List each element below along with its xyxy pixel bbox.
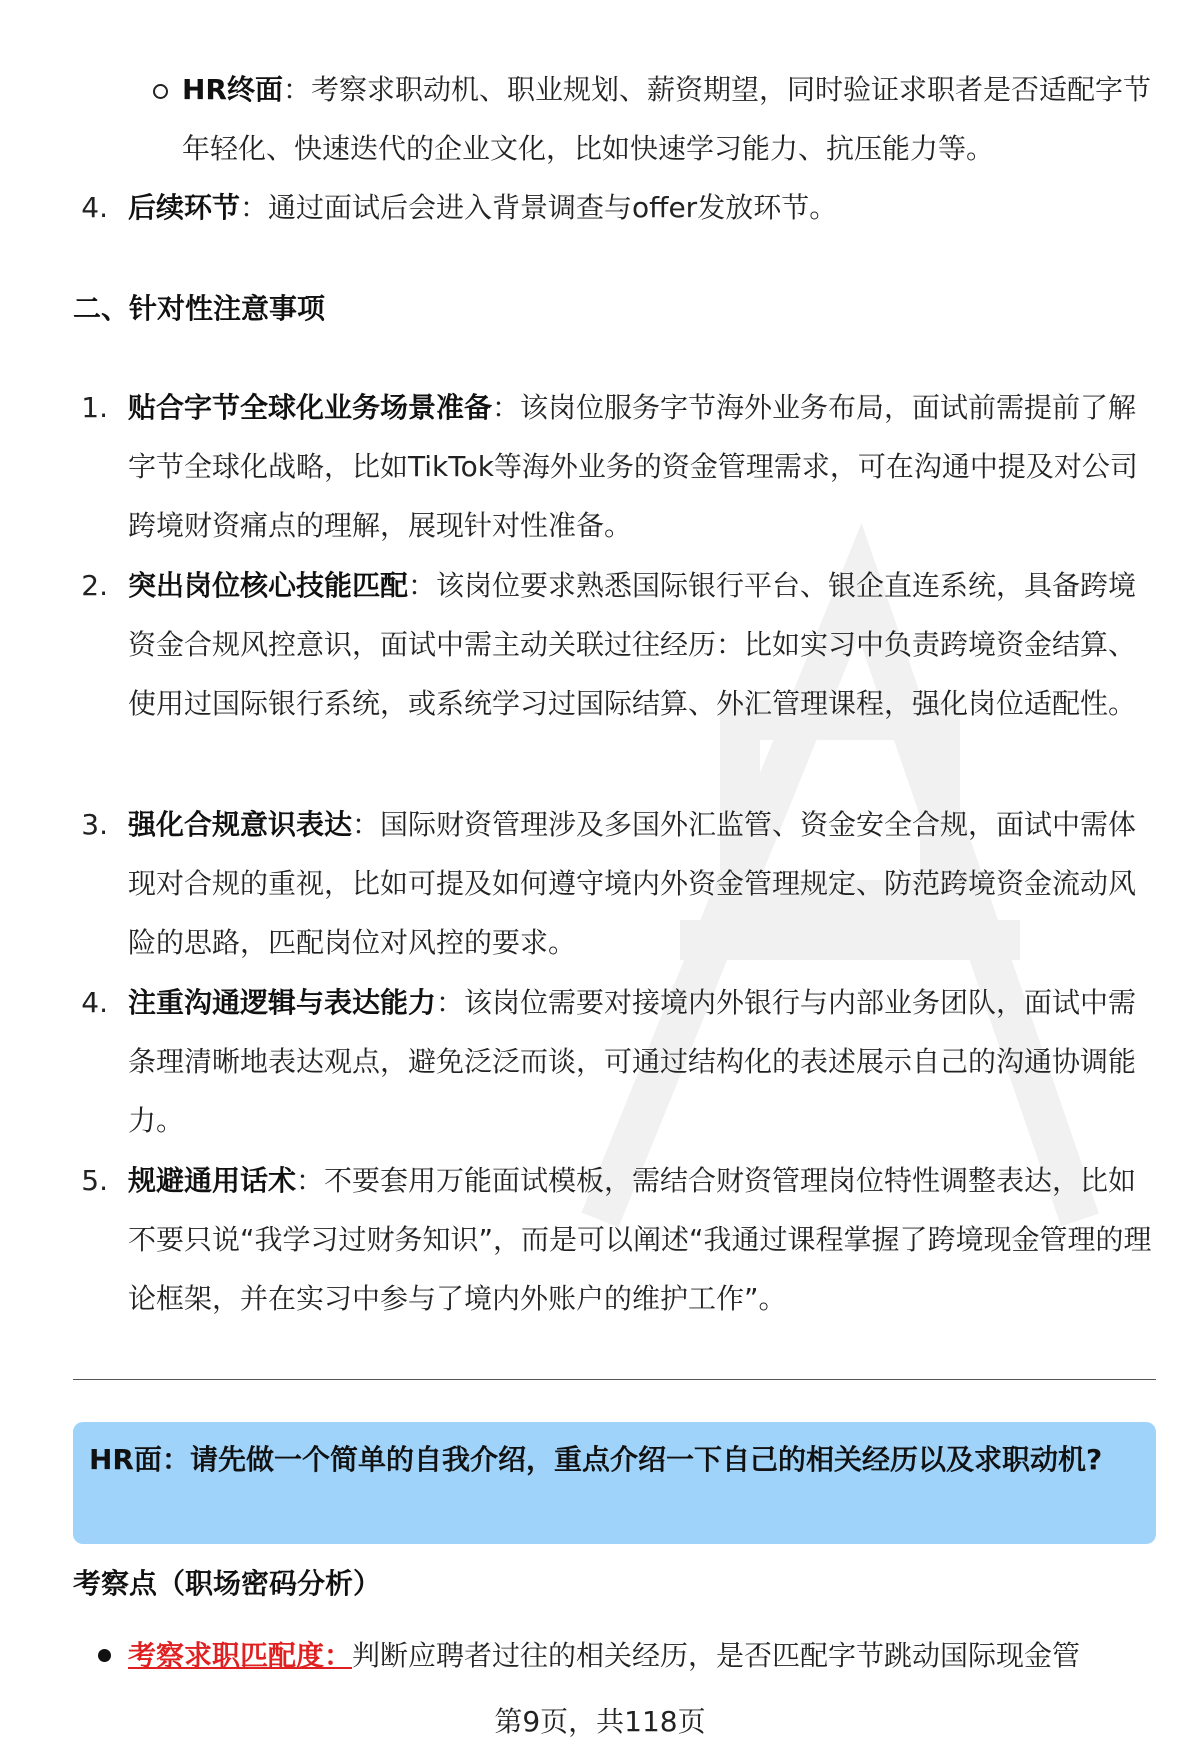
match-link[interactable]: 考察求职匹配度： — [128, 1639, 353, 1672]
item-title: 注重沟通逻辑与表达能力 — [128, 986, 437, 1019]
bullet-dot-icon — [98, 1649, 111, 1662]
item-number: 5. — [81, 1164, 108, 1197]
item-number: 3. — [81, 808, 108, 841]
item-number: 2. — [81, 569, 108, 602]
item-text: 该岗位服务字节海外业务布局，面试前需提前了解字节全球化战略，比如TikTok等海外业务的资金管理需求，可在沟通中提及对公司跨境财资痛点的理解，展现针对性准备。 — [128, 391, 1138, 542]
item-number: 1. — [81, 391, 108, 424]
list-item — [128, 973, 1158, 1150]
list-item — [128, 1151, 1158, 1328]
list-item — [128, 556, 1158, 733]
section-divider — [73, 1379, 1156, 1380]
bullet-text: 判断应聘者过往的相关经历，是否匹配字节跳动国际现金管 — [352, 1639, 1081, 1672]
hr-final-sep: ： — [283, 73, 312, 106]
item-text: 国际财资管理涉及多国外汇监管、资金安全合规，面试中需体现对合规的重视，比如可提及如何遵守境内外资金管理规定、防范跨境资金流动风险的思路，匹配岗位对风控的要求。 — [128, 808, 1137, 959]
followup-sep: ： — [240, 191, 269, 224]
item-title: 贴合字节全球化业务场景准备 — [128, 391, 493, 424]
item-sep: ： — [408, 569, 437, 602]
item-number: 4. — [81, 986, 108, 1019]
item-sep: ： — [296, 1164, 325, 1197]
sub-bullet-circle-icon — [153, 84, 168, 99]
followup-text: 通过面试后会进入背景调查与offer发放环节。 — [268, 191, 838, 224]
item-text: 不要套用万能面试模板，需结合财资管理岗位特性调整表达，比如不要只说“我学习过财务知识”，而是可以阐述“我通过课程掌握了跨境现金管理的理论框架，并在实习中参与了境内外账户的维护工作”。 — [128, 1164, 1152, 1315]
list-item — [128, 378, 1158, 555]
followup-title: 后续环节 — [128, 191, 241, 224]
item-sep: ： — [436, 986, 465, 1019]
analysis-heading: 考察点（职场密码分析） — [73, 1567, 382, 1600]
hr-final-paragraph — [182, 60, 1162, 178]
hr-final-text: 考察求职动机、职业规划、薪资期望，同时验证求职者是否适配字节年轻化、快速迭代的企业文化，比如快速学习能力、抗压能力等。 — [182, 73, 1152, 165]
item-text: 该岗位要求熟悉国际银行平台、银企直连系统，具备跨境资金合规风控意识，面试中需主动关联过往经历：比如实习中负责跨境资金结算、使用过国际银行系统，或系统学习过国际结算、外汇管理课程，强化岗位适配性。 — [128, 569, 1137, 720]
item-text: 该岗位需要对接境内外银行与内部业务团队，面试中需条理清晰地表达观点，避免泛泛而谈，可通过结构化的表述展示自己的沟通协调能力。 — [128, 986, 1137, 1137]
item-title: 规避通用话术 — [128, 1164, 297, 1197]
hr-final-title: HR终面 — [182, 73, 283, 106]
hr-question-box: HR面：请先做一个简单的自我介绍，重点介绍一下自己的相关经历以及求职动机? — [73, 1422, 1156, 1544]
list-item — [128, 795, 1158, 972]
item-sep: ： — [352, 808, 381, 841]
item-sep: ： — [492, 391, 521, 424]
section-heading: 二、针对性注意事项 — [73, 292, 326, 325]
followup-number: 4. — [81, 191, 108, 224]
followup-paragraph — [128, 178, 1158, 237]
page-number-footer: 第9页，共118页 — [494, 1705, 706, 1738]
item-title: 突出岗位核心技能匹配 — [128, 569, 409, 602]
bullet-paragraph — [128, 1626, 1168, 1685]
item-title: 强化合规意识表达 — [128, 808, 353, 841]
